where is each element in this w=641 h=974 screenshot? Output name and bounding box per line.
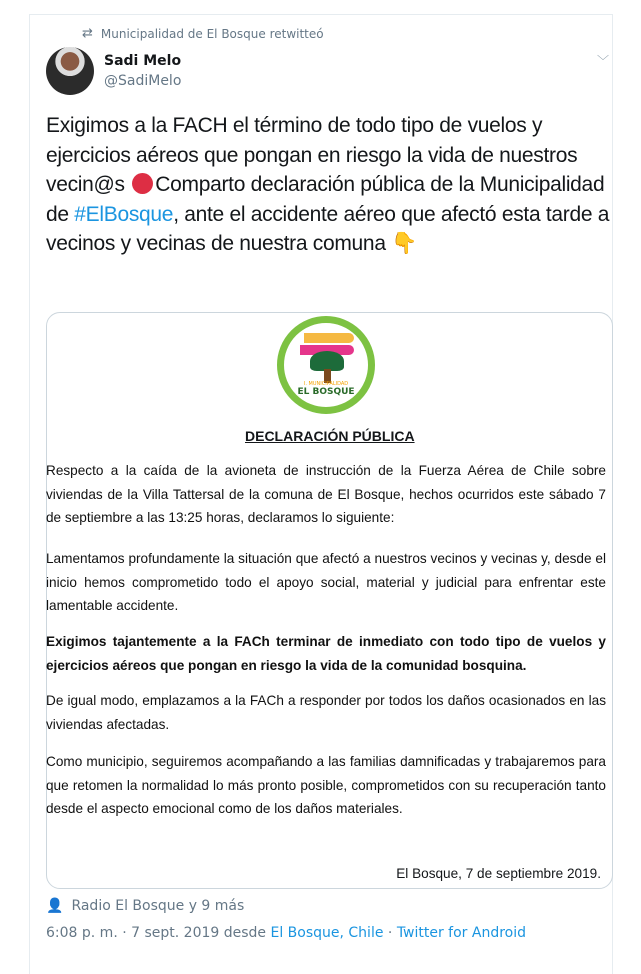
logo-text: EL BOSQUE — [297, 387, 355, 397]
avatar[interactable] — [46, 47, 94, 95]
document-paragraph: Respecto a la caída de la avioneta de instrucción de la Fuerza Aérea de Chile sobre viviendas de la Villa Tattersal de la comuna de El Bosque, hechos ocurridos este sábado 7 de septiembre a las 13:25 horas, declaramos lo siguiente: — [46, 463, 606, 525]
timestamp[interactable]: 6:08 p. m. · 7 sept. 2019 desde — [46, 925, 271, 941]
logo-tree-icon — [310, 351, 344, 371]
tagged-users-label[interactable]: Radio El Bosque y 9 más — [71, 898, 245, 914]
location-link[interactable]: El Bosque, Chile — [270, 925, 384, 941]
tweet-text-part: Comparto declaración pública de la Municipalidad de — [46, 173, 605, 226]
separator: · — [383, 925, 397, 941]
document-paragraph: Como municipio, seguiremos acompañando a las familias damnificadas y trabajaremos para que retomen la normalidad lo más pronto posible, comprometidos con su recuperación tanto desde el aspecto emocional como de los daños materiales. — [46, 754, 606, 816]
document-signature: El Bosque, 7 de septiembre 2019. — [396, 866, 601, 881]
tweet-text — [46, 111, 616, 259]
document-paragraph: Lamentamos profundamente la situación que afectó a nuestros vecinos y vecinas y, desde el inicio hemos comprometido todo el apoyo social, material y judicial para enfrentar este lamentable accidente. — [46, 551, 606, 613]
retweet-indicator — [82, 26, 324, 41]
source-link[interactable]: Twitter for Android — [396, 925, 527, 941]
tweet-text-part: Exigimos a la FACH el término de todo tipo de vuelos y ejercicios aéreos que pongan en riesgo la vida de nuestros vecin@s — [46, 114, 578, 196]
document-paragraph: De igual modo, emplazamos a la FACh a responder por todos los daños ocasionados en las viviendas afectadas. — [46, 693, 606, 732]
retweet-label[interactable]: Municipalidad de El Bosque retwitteó — [100, 26, 324, 41]
retweet-icon: ⇄ — [82, 26, 93, 41]
logo-text: I. MUNICIPALIDAD — [303, 381, 349, 387]
pointing-down-emoji-icon: 👇 — [391, 232, 418, 255]
municipality-logo — [277, 316, 375, 414]
tweet-meta — [46, 925, 526, 941]
document-paragraph: Exigimos tajantemente a la FACh terminar de inmediato con todo tipo de vuelos y ejercicios aéreos que pongan en riesgo la vida de la comunidad bosquina. — [46, 634, 606, 673]
logo-swoosh-yellow — [304, 333, 354, 343]
document-title: DECLARACIÓN PÚBLICA — [245, 428, 415, 444]
tagged-users[interactable] — [46, 898, 244, 914]
hashtag-link[interactable]: #ElBosque — [74, 202, 174, 226]
author-name[interactable]: Sadi Melo — [104, 53, 182, 69]
person-icon: 👤 — [46, 898, 64, 914]
red-circle-emoji-icon — [132, 173, 153, 194]
chevron-down-icon[interactable]: ﹀ — [597, 54, 610, 68]
author-handle[interactable]: @SadiMelo — [104, 73, 182, 89]
tweet-text-part: , ante el accidente aéreo que afectó esta tarde a vecinos y vecinas de nuestra comuna — [46, 202, 610, 255]
